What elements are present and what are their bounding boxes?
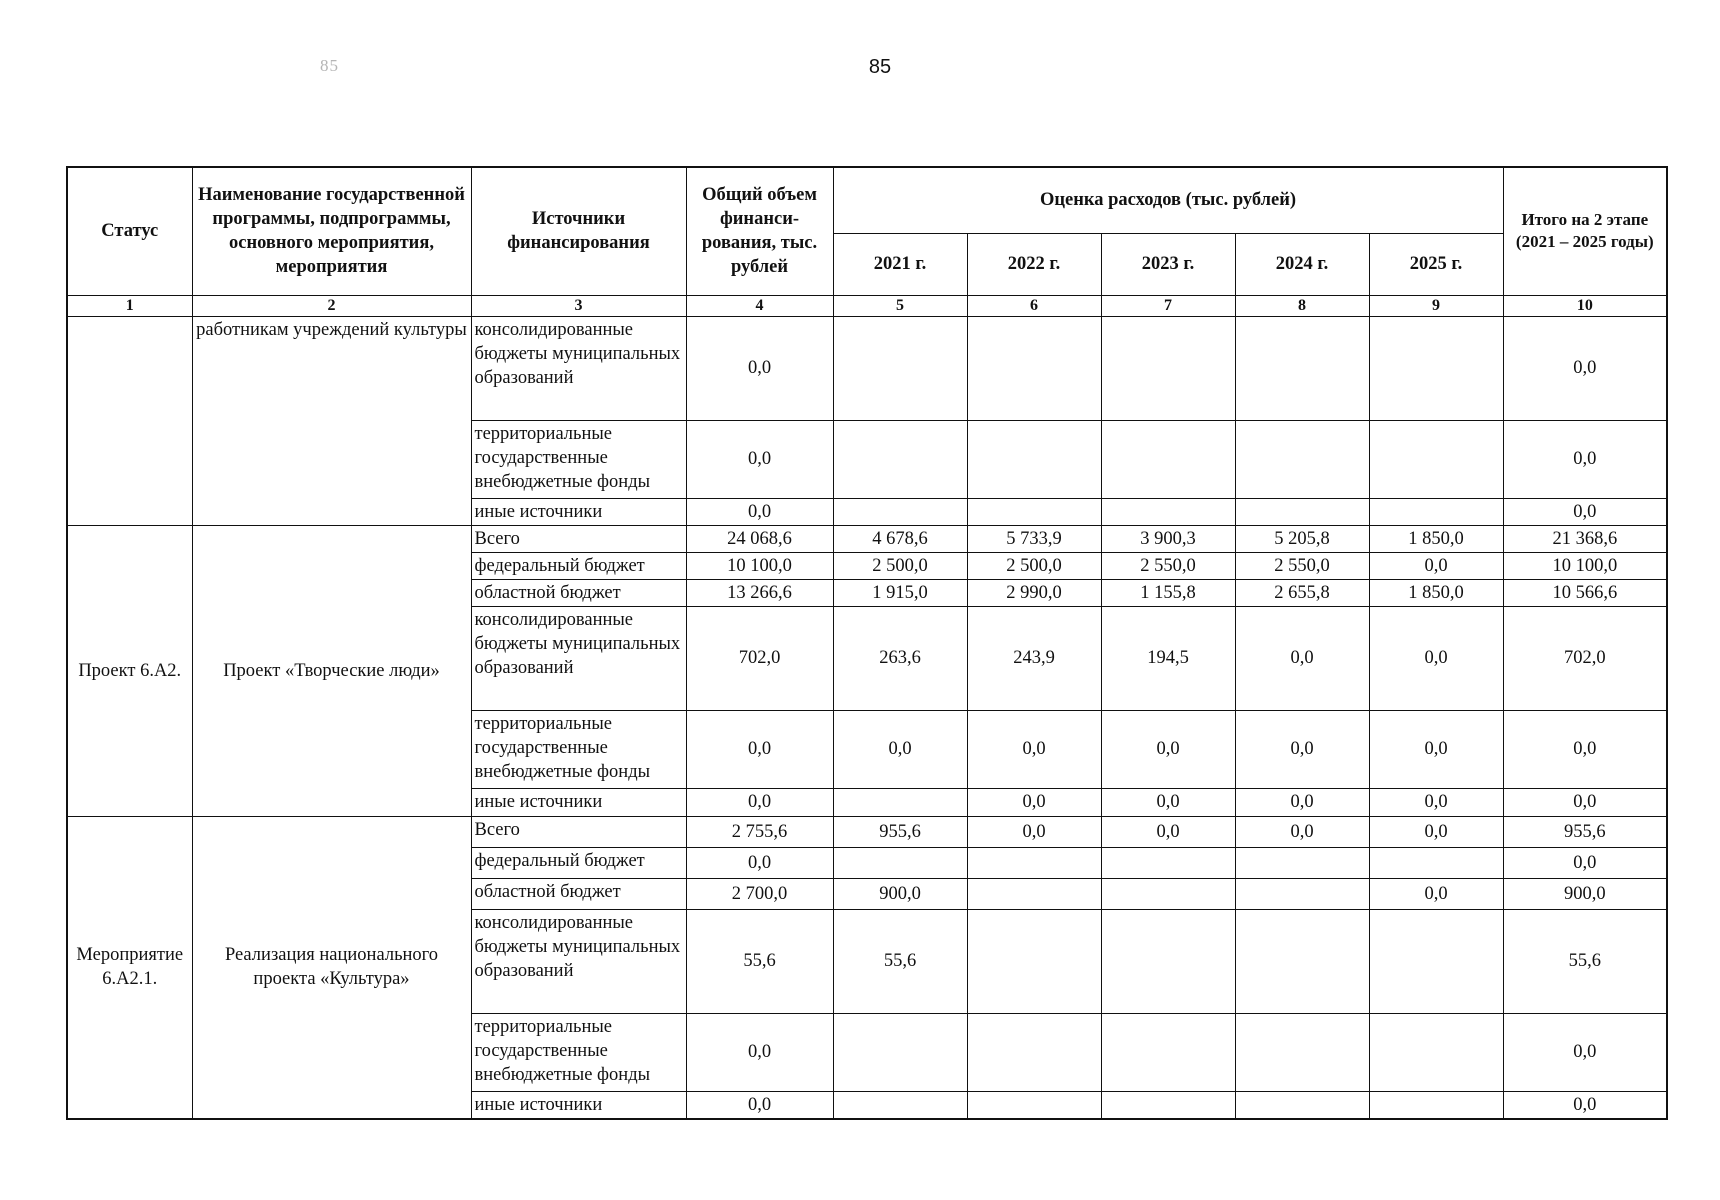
row-y2022 [967,420,1101,498]
row-y2021 [833,316,967,420]
column-number-row [67,295,1667,316]
row-source: территориальные государственные внебюджетные фонды [471,710,686,788]
row-y2024 [1235,1013,1369,1091]
row-status: Мероприятие 6.А2.1. [67,816,192,1119]
row-y2024 [1235,420,1369,498]
row-stage-total: 10 566,6 [1503,579,1667,606]
row-stage-total: 0,0 [1503,316,1667,420]
row-y2021 [833,1091,967,1119]
row-y2025 [1369,420,1503,498]
row-y2021: 900,0 [833,878,967,909]
row-y2025: 0,0 [1369,606,1503,710]
row-stage-total: 0,0 [1503,1013,1667,1091]
row-y2021 [833,1013,967,1091]
row-source: областной бюджет [471,579,686,606]
row-y2022: 2 990,0 [967,579,1101,606]
row-total: 13 266,6 [686,579,833,606]
row-y2022: 243,9 [967,606,1101,710]
row-stage-total: 10 100,0 [1503,552,1667,579]
row-source: федеральный бюджет [471,552,686,579]
column-number: 6 [967,295,1101,316]
row-source: консолидированные бюджеты муниципальных образований [471,909,686,1013]
row-y2024: 0,0 [1235,606,1369,710]
row-y2022: 0,0 [967,788,1101,816]
row-program-name: Реализация национального проекта «Культура» [192,816,471,1119]
row-y2022: 0,0 [967,710,1101,788]
row-y2024: 5 205,8 [1235,525,1369,552]
header-year-2022: 2022 г. [967,233,1101,295]
row-stage-total: 900,0 [1503,878,1667,909]
row-status [67,316,192,525]
column-number: 7 [1101,295,1235,316]
row-y2021 [833,498,967,525]
row-source: Всего [471,816,686,847]
row-y2022 [967,498,1101,525]
row-y2023: 0,0 [1101,816,1235,847]
row-total: 0,0 [686,1091,833,1119]
column-number: 1 [67,295,192,316]
row-y2025 [1369,1013,1503,1091]
row-source: консолидированные бюджеты муниципальных образований [471,316,686,420]
row-y2021: 955,6 [833,816,967,847]
header-year-2021: 2021 г. [833,233,967,295]
header-year-2023: 2023 г. [1101,233,1235,295]
row-y2024: 2 550,0 [1235,552,1369,579]
row-stage-total: 0,0 [1503,788,1667,816]
row-y2025 [1369,498,1503,525]
row-program-name: работникам учреждений культуры [192,316,471,525]
row-y2021 [833,788,967,816]
row-y2021: 4 678,6 [833,525,967,552]
row-stage-total: 955,6 [1503,816,1667,847]
row-y2023 [1101,498,1235,525]
row-y2024: 2 655,8 [1235,579,1369,606]
row-y2023 [1101,1091,1235,1119]
row-stage-total: 0,0 [1503,498,1667,525]
column-number: 10 [1503,295,1667,316]
row-total: 0,0 [686,498,833,525]
row-y2021: 1 915,0 [833,579,967,606]
table-row [67,816,1667,847]
page-number: 85 [868,56,892,78]
header-status: Статус [67,167,192,295]
faint-page-mark: 85 [320,56,339,75]
column-number: 5 [833,295,967,316]
row-source: иные источники [471,498,686,525]
row-y2024: 0,0 [1235,816,1369,847]
row-y2022: 0,0 [967,816,1101,847]
row-y2021: 263,6 [833,606,967,710]
row-y2025: 0,0 [1369,788,1503,816]
row-total: 0,0 [686,847,833,878]
header-year-2025: 2025 г. [1369,233,1503,295]
row-y2023 [1101,847,1235,878]
financing-table [66,166,1668,1120]
row-stage-total: 0,0 [1503,710,1667,788]
row-total: 0,0 [686,788,833,816]
row-y2022 [967,909,1101,1013]
row-y2024 [1235,909,1369,1013]
row-y2025: 1 850,0 [1369,579,1503,606]
row-y2021 [833,847,967,878]
header-sources: Источники финансирования [471,167,686,295]
row-stage-total: 0,0 [1503,1091,1667,1119]
row-y2025 [1369,1091,1503,1119]
row-y2022 [967,316,1101,420]
row-stage-total: 0,0 [1503,420,1667,498]
row-source: федеральный бюджет [471,847,686,878]
row-total: 2 755,6 [686,816,833,847]
row-status: Проект 6.А2. [67,525,192,816]
row-source: территориальные государственные внебюджетные фонды [471,1013,686,1091]
row-y2025: 0,0 [1369,710,1503,788]
table-row [67,525,1667,552]
row-source: иные источники [471,1091,686,1119]
row-stage-total: 21 368,6 [1503,525,1667,552]
row-stage-total: 0,0 [1503,847,1667,878]
row-total: 2 700,0 [686,878,833,909]
row-y2023: 0,0 [1101,788,1235,816]
header-year-2024: 2024 г. [1235,233,1369,295]
row-source: консолидированные бюджеты муниципальных образований [471,606,686,710]
row-y2021: 0,0 [833,710,967,788]
row-stage-total: 55,6 [1503,909,1667,1013]
row-total: 702,0 [686,606,833,710]
row-total: 0,0 [686,420,833,498]
row-stage-total: 702,0 [1503,606,1667,710]
row-y2022: 2 500,0 [967,552,1101,579]
row-y2023 [1101,420,1235,498]
row-y2023 [1101,909,1235,1013]
row-y2025 [1369,909,1503,1013]
table-header [67,167,1667,316]
column-number: 9 [1369,295,1503,316]
row-y2025 [1369,847,1503,878]
row-y2023: 0,0 [1101,710,1235,788]
column-number: 2 [192,295,471,316]
row-y2024 [1235,316,1369,420]
row-total: 24 068,6 [686,525,833,552]
row-y2022 [967,1091,1101,1119]
column-number: 4 [686,295,833,316]
row-y2024 [1235,878,1369,909]
row-y2022 [967,878,1101,909]
row-y2025: 0,0 [1369,552,1503,579]
row-y2023: 1 155,8 [1101,579,1235,606]
row-y2023 [1101,1013,1235,1091]
row-y2024: 0,0 [1235,710,1369,788]
row-y2025: 1 850,0 [1369,525,1503,552]
row-y2023 [1101,878,1235,909]
row-total: 55,6 [686,909,833,1013]
row-y2023: 3 900,3 [1101,525,1235,552]
row-y2021: 2 500,0 [833,552,967,579]
row-y2022 [967,1013,1101,1091]
row-total: 10 100,0 [686,552,833,579]
table-body [67,316,1667,1119]
column-number: 8 [1235,295,1369,316]
header-stage-total: Итого на 2 этапе (2021 – 2025 годы) [1503,167,1667,295]
row-source: территориальные государственные внебюджетные фонды [471,420,686,498]
row-program-name: Проект «Творческие люди» [192,525,471,816]
row-y2021 [833,420,967,498]
row-y2025: 0,0 [1369,816,1503,847]
row-y2025: 0,0 [1369,878,1503,909]
row-y2022: 5 733,9 [967,525,1101,552]
row-y2024 [1235,847,1369,878]
row-y2024 [1235,498,1369,525]
row-y2021: 55,6 [833,909,967,1013]
header-name: Наименование государственной программы, подпрограммы, основного мероприятия, мероприятия [192,167,471,295]
column-number: 3 [471,295,686,316]
row-y2024 [1235,1091,1369,1119]
row-y2022 [967,847,1101,878]
header-total: Общий объем финанси-рования, тыс. рублей [686,167,833,295]
row-total: 0,0 [686,1013,833,1091]
row-total: 0,0 [686,710,833,788]
row-y2024: 0,0 [1235,788,1369,816]
row-source: Всего [471,525,686,552]
table-row [67,316,1667,420]
row-y2023: 2 550,0 [1101,552,1235,579]
row-total: 0,0 [686,316,833,420]
row-source: иные источники [471,788,686,816]
header-estimate: Оценка расходов (тыс. рублей) [833,167,1503,233]
row-y2023: 194,5 [1101,606,1235,710]
row-source: областной бюджет [471,878,686,909]
row-y2025 [1369,316,1503,420]
row-y2023 [1101,316,1235,420]
